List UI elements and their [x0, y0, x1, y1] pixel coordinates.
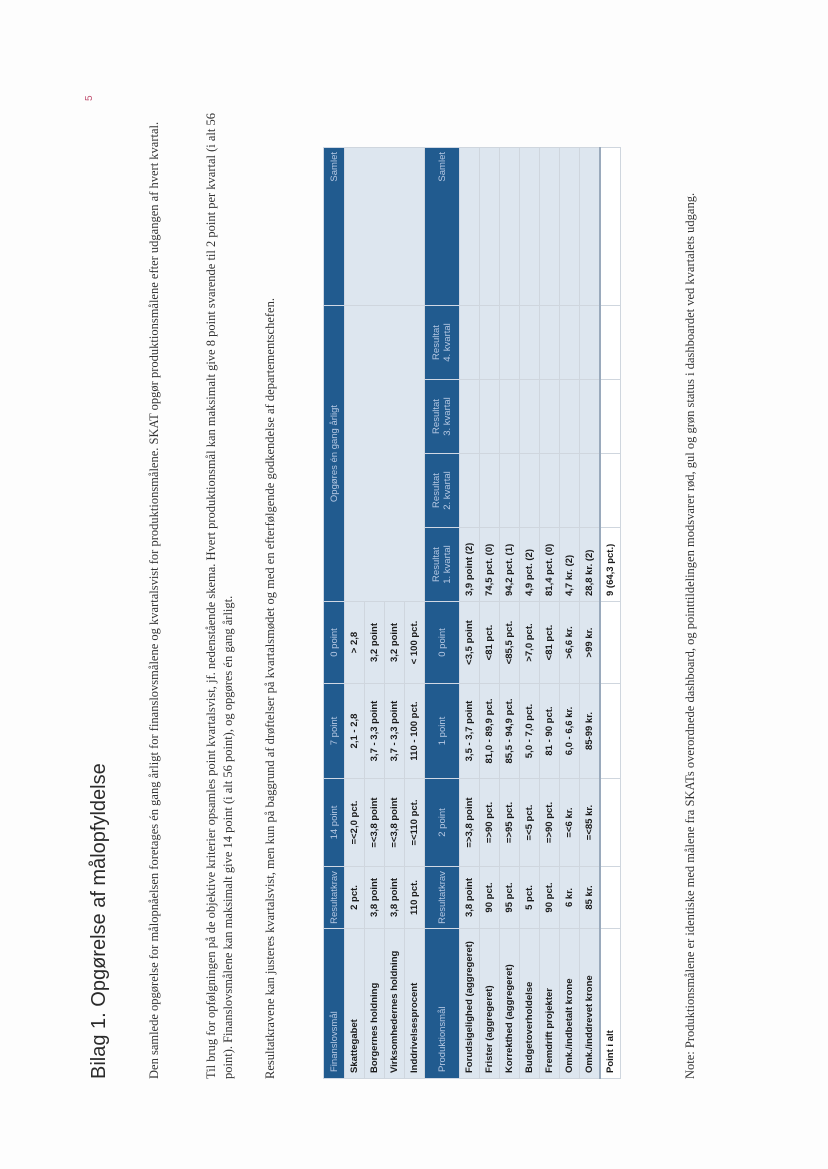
paragraph-2: Til brug for opfølgningen på de objektive kriterier opsamles point kvartalsvist, jf. nedenstående skema. Hvert produktionsmål kan maksimalt give 8 point svarende til 2 point per kvartal (i alt 56 point). Finanslovsmålene kan maksimalt give 14 point (i alt 56 point), og opgøres én gang årligt.: [204, 113, 235, 1079]
cell: Skattegabet: [345, 929, 365, 1079]
empty-cell: [345, 306, 425, 602]
cell: <81 pct.: [480, 602, 500, 684]
cell: Omk./indbetalt krone: [560, 929, 580, 1079]
cell: 3,7 - 3,3 point: [365, 684, 385, 779]
cell: 90 pct.: [540, 867, 560, 929]
cell: 95 pct.: [500, 867, 520, 929]
cell: [520, 148, 540, 306]
table-row: [460, 148, 480, 1079]
cell: 6 kr.: [560, 867, 580, 929]
cell: 85 kr.: [580, 867, 601, 929]
cell: 2 pct.: [345, 867, 365, 929]
cell: 81 - 90 pct.: [540, 684, 560, 779]
cell: [520, 454, 540, 528]
cell: [540, 148, 560, 306]
cell: [580, 148, 601, 306]
cell: 5 pct.: [520, 867, 540, 929]
cell: =<3,8 point: [365, 779, 385, 867]
cell: 28,8 kr. (2): [580, 528, 601, 602]
cell: [480, 454, 500, 528]
paragraph-3: Resultatkravene kan justeres kvartalsvist, men kun på baggrund af drøftelser på kvartalsmødet og med en efterfølgende godkendelse af departementschefen.: [263, 298, 277, 1079]
paragraph-1: Den samlede opgørelse for målopnåelsen foretages én gang årligt for finanslovsmålene og kvartalsvist for produktionsmålene. SKAT opgør produktionsmålene efter udgangen af hvert kvartal.: [147, 121, 161, 1079]
cell: Borgernes holdning: [365, 929, 385, 1079]
cell: [600, 602, 621, 684]
cell: [540, 380, 560, 454]
cell: 3,2 point: [385, 602, 405, 684]
cell: 4,9 pct. (2): [520, 528, 540, 602]
cell: <3,5 point: [460, 602, 480, 684]
col-header: Resultatkrav: [425, 867, 460, 929]
col-header: 1 point: [425, 684, 460, 779]
cell: =>95 pct.: [500, 779, 520, 867]
cell: 3,8 point: [460, 867, 480, 929]
cell: [540, 306, 560, 380]
cell: Frister (aggregeret): [480, 929, 500, 1079]
cell: 3,8 point: [365, 867, 385, 929]
cell: =>90 pct.: [540, 779, 560, 867]
cell: [600, 684, 621, 779]
cell: [600, 148, 621, 306]
cell: [480, 380, 500, 454]
total-value: 9 (64,3 pct.): [600, 528, 621, 602]
cell: [560, 380, 580, 454]
col-header: Samlet: [324, 148, 345, 306]
cell: [460, 454, 480, 528]
table-row: [560, 148, 580, 1079]
cell: <81 pct.: [540, 602, 560, 684]
cell: [580, 306, 601, 380]
cell: [580, 454, 601, 528]
col-header: Produktionsmål: [425, 929, 460, 1079]
cell: [460, 306, 480, 380]
table-row: [540, 148, 560, 1079]
col-header: Samlet: [425, 148, 460, 306]
cell: Virksomhedernes holdning: [385, 929, 405, 1079]
results-table: [323, 147, 621, 1079]
cell: >99 kr.: [580, 602, 601, 684]
table-row: [500, 148, 520, 1079]
cell: [560, 148, 580, 306]
cell: Fremdrift projekter: [540, 929, 560, 1079]
cell: 81,0 - 89,9 pct.: [480, 684, 500, 779]
cell: 110 pct.: [405, 867, 425, 929]
empty-cell: [345, 148, 425, 306]
cell: [560, 454, 580, 528]
table-row: [480, 148, 500, 1079]
col-header: Resultat 3. kvartal: [425, 380, 460, 454]
col-header: 14 point: [324, 779, 345, 867]
cell: 74,5 pct. (0): [480, 528, 500, 602]
total-row: [600, 148, 621, 1079]
cell: =<85 kr.: [580, 779, 601, 867]
cell: 3,7 - 3,3 point: [385, 684, 405, 779]
cell: =<3,8 point: [385, 779, 405, 867]
cell: 90 pct.: [480, 867, 500, 929]
cell: [500, 454, 520, 528]
cell: 3,5 - 3,7 point: [460, 684, 480, 779]
finans-header-row: [324, 148, 345, 1079]
cell: 3,9 point (2): [460, 528, 480, 602]
cell: [520, 380, 540, 454]
cell: [560, 306, 580, 380]
cell: =>3,8 point: [460, 779, 480, 867]
col-header: 2 point: [425, 779, 460, 867]
table-row: [580, 148, 601, 1079]
cell: [480, 148, 500, 306]
page-heading: Bilag 1. Opgørelse af målopfyldelse: [88, 763, 110, 1079]
cell: 94,2 pct. (1): [500, 528, 520, 602]
col-header: 0 point: [324, 602, 345, 684]
cell: 5,0 - 7,0 pct.: [520, 684, 540, 779]
col-header: Resultat 1. kvartal: [425, 528, 460, 602]
cell: [460, 380, 480, 454]
cell: =<6 kr.: [560, 779, 580, 867]
col-header: Resultat 4. kvartal: [425, 306, 460, 380]
cell: 4,7 kr. (2): [560, 528, 580, 602]
cell: 3,2 point: [365, 602, 385, 684]
cell: [600, 380, 621, 454]
cell: =<5 pct.: [520, 779, 540, 867]
cell: 6,0 - 6,6 kr.: [560, 684, 580, 779]
cell: >6,6 kr.: [560, 602, 580, 684]
cell: < 100 pct.: [405, 602, 425, 684]
cell: =>90 pct.: [480, 779, 500, 867]
cell: [600, 779, 621, 867]
col-header: Opgøres én gang årligt: [324, 306, 345, 602]
cell: 85,5 - 94,9 pct.: [500, 684, 520, 779]
cell: 81,4 pct. (0): [540, 528, 560, 602]
cell: Forudsigelighed (aggregeret): [460, 929, 480, 1079]
table-row: [345, 148, 365, 1079]
cell: [600, 867, 621, 929]
cell: =<2,0 pct.: [345, 779, 365, 867]
col-header: Finanslovsmål: [324, 929, 345, 1079]
col-header: Resultat 2. kvartal: [425, 454, 460, 528]
cell: > 2,8: [345, 602, 365, 684]
cell: [480, 306, 500, 380]
col-header: Resultatkrav: [324, 867, 345, 929]
cell: Inddrivelsesprocent: [405, 929, 425, 1079]
cell: Omk./inddrevet krone: [580, 929, 601, 1079]
col-header: 0 point: [425, 602, 460, 684]
cell: [500, 148, 520, 306]
cell: Budgetoverholdelse: [520, 929, 540, 1079]
cell: [460, 148, 480, 306]
note: Note: Produktionsmålene er identiske med målene fra SKATs overordnede dashboard, og pointtildelingen modsvarer rød, gul og grøn status i dashboardet ved kvartalets udgang.: [683, 192, 697, 1079]
total-label: Point i alt: [600, 929, 621, 1079]
cell: >7,0 pct.: [520, 602, 540, 684]
prod-header-row: [425, 148, 460, 1079]
cell: [580, 380, 601, 454]
cell: 85-99 kr.: [580, 684, 601, 779]
cell: =<110 pct.: [405, 779, 425, 867]
cell: 110 - 100 pct.: [405, 684, 425, 779]
col-header: 7 point: [324, 684, 345, 779]
page-number: 5: [84, 95, 95, 101]
cell: [520, 306, 540, 380]
cell: 3,8 point: [385, 867, 405, 929]
cell: Korrekthed (aggregeret): [500, 929, 520, 1079]
cell: [600, 454, 621, 528]
cell: [500, 380, 520, 454]
cell: [500, 306, 520, 380]
cell: <85,5 pct.: [500, 602, 520, 684]
cell: [540, 454, 560, 528]
cell: 2,1 - 2,8: [345, 684, 365, 779]
cell: [600, 306, 621, 380]
table-row: [520, 148, 540, 1079]
